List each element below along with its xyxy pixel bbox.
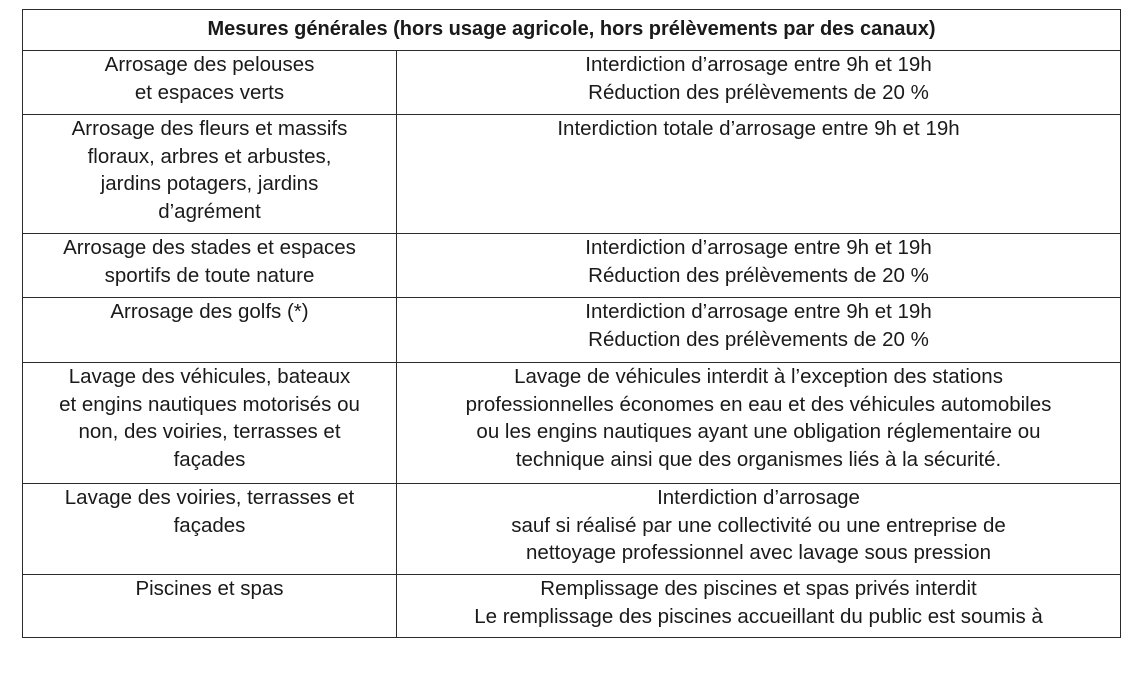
table-row — [23, 575, 1121, 638]
usage-cell: Lavage des véhicules, bateaux et engins nautiques motorisés ou non, des voiries, terrasses et façades — [23, 363, 397, 484]
measure-cell: Interdiction totale d’arrosage entre 9h et 19h — [397, 115, 1121, 234]
usage-cell: Piscines et spas — [23, 575, 397, 638]
table-row — [23, 363, 1121, 484]
table-row — [23, 51, 1121, 115]
measure-cell: Interdiction d’arrosage entre 9h et 19h Réduction des prélèvements de 20 % — [397, 234, 1121, 298]
measures-table — [22, 9, 1121, 638]
usage-cell: Arrosage des pelouses et espaces verts — [23, 51, 397, 115]
measure-cell: Lavage de véhicules interdit à l’exception des stations professionnelles économes en eau et des véhicules automobiles ou les engins nautiques ayant une obligation réglementaire ou technique ainsi que des organismes liés à la sécurité. — [397, 363, 1121, 484]
measure-cell: Interdiction d’arrosage sauf si réalisé par une collectivité ou une entreprise de nettoyage professionnel avec lavage sous pression — [397, 484, 1121, 575]
measure-cell: Interdiction d’arrosage entre 9h et 19h Réduction des prélèvements de 20 % — [397, 51, 1121, 115]
table-title: Mesures générales (hors usage agricole, hors prélèvements par des canaux) — [23, 10, 1121, 51]
table-row — [23, 484, 1121, 575]
measure-cell: Interdiction d’arrosage entre 9h et 19h Réduction des prélèvements de 20 % — [397, 298, 1121, 363]
table-row — [23, 234, 1121, 298]
usage-cell: Arrosage des stades et espaces sportifs de toute nature — [23, 234, 397, 298]
usage-cell: Arrosage des golfs (*) — [23, 298, 397, 363]
table-row — [23, 115, 1121, 234]
table-header-row — [23, 10, 1121, 51]
usage-cell: Arrosage des fleurs et massifs floraux, arbres et arbustes, jardins potagers, jardins d’agrément — [23, 115, 397, 234]
measure-cell: Remplissage des piscines et spas privés interdit Le remplissage des piscines accueillant du public est soumis à — [397, 575, 1121, 638]
usage-cell: Lavage des voiries, terrasses et façades — [23, 484, 397, 575]
table-row — [23, 298, 1121, 363]
